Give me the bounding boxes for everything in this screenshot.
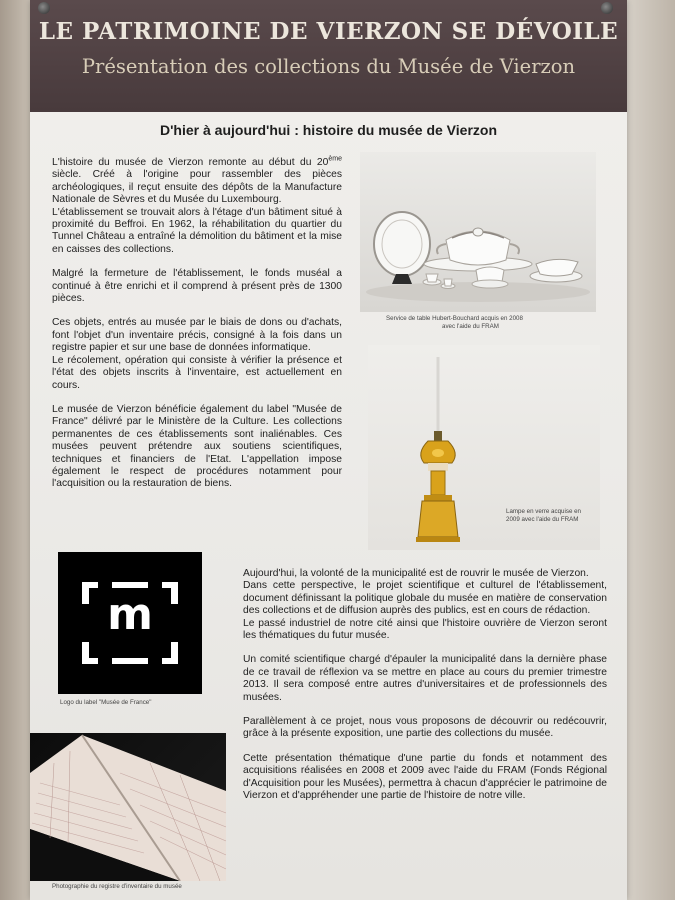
section-title: D'hier à aujourd'hui : histoire du musée de Vierzon bbox=[159, 122, 497, 138]
wall-left bbox=[0, 0, 30, 900]
paragraph: Malgré la fermeture de l'établissement, le fonds muséal a continué à être enrichi et il comprend à présent près de 1300 pièces. bbox=[52, 268, 342, 305]
text-span: Dans cette perspective, le projet scientifique et culturel de l'établissement, document définissant la politique globale du musée en matière de conservation des collections et de diffusion auprès des publics, est en cours de rédaction. bbox=[243, 580, 607, 617]
musee-de-france-logo bbox=[58, 552, 202, 694]
text-span: Ces objets, entrés au musée par le biais de dons ou d'achats, font l'objet d'un inventaire précis, consigné à la fois dans un registre papier et sur une base de données informatique. bbox=[52, 317, 342, 354]
text-span: L'histoire du musée de Vierzon remonte au début du 20 bbox=[52, 157, 329, 168]
paragraph: Cette présentation thématique d'une partie du fonds et notamment des acquisitions réalisées en 2008 et 2009 avec l'aide du FRAM (Fonds Régional d'Acquisition pour les Musées), permettra à chacun d'apprécier le patrimoine de Vierzon et d'appréhender une partie de l'histoire de notre ville. bbox=[243, 752, 607, 802]
register-photo bbox=[30, 733, 226, 881]
paragraph: Le musée de Vierzon bénéficie également du label "Musée de France" délivré par le Ministère de la Culture. Les collections permanentes de ces établissements sont inaliénables. Ces musées peuvent prétendre aux soutiens scientifiques, techniques et financiers de l'Etat. L'appellation impose également le respect de procédures notamment pour l'acquisition ou la restauration de biens. bbox=[52, 403, 342, 490]
tableware-photo bbox=[360, 152, 596, 312]
caption-line: Lampe en verre acquise en bbox=[506, 508, 581, 515]
exhibition-banner bbox=[30, 0, 627, 900]
left-column-text bbox=[52, 157, 342, 491]
right-column-text bbox=[243, 568, 607, 803]
logo-letter: m bbox=[107, 589, 153, 640]
paragraph bbox=[243, 568, 607, 642]
caption-line: avec l'aide du FRAM bbox=[442, 323, 499, 330]
banner-title: LE PATRIMOINE DE VIERZON SE DÉVOILE bbox=[38, 18, 619, 45]
text-span: Le passé industriel de notre cité ainsi que l'histoire ouvrière de Vierzon seront les thématiques du futur musée. bbox=[243, 617, 607, 642]
tableware-illustration bbox=[360, 152, 596, 312]
caption-line: 2009 avec l'aide du FRAM bbox=[506, 516, 579, 523]
lamp-caption bbox=[506, 508, 581, 524]
text-span: Le récolement, opération qui consiste à vérifier la présence et l'état des objets inscrits à l'inventaire, est actuellement en cours. bbox=[52, 354, 342, 391]
banner-subtitle: Présentation des collections du Musée de Vierzon bbox=[81, 55, 576, 78]
paragraph bbox=[52, 317, 342, 391]
tableware-caption bbox=[386, 315, 523, 331]
register-caption: Photographie du registre d'inventaire du musée bbox=[52, 883, 182, 890]
text-span: siècle. Créé à l'origine pour rassembler des pièces archéologiques, il reçut ensuite des dépôts de la Manufacture Nationale de Sèvres et du Musée du Luxembourg. bbox=[52, 169, 342, 206]
superscript: ème bbox=[328, 155, 342, 163]
register-illustration bbox=[30, 733, 226, 881]
paragraph: Un comité scientifique chargé d'épauler la municipalité dans la dernière phase de ce travail de réflexion va se mettre en place au cours du premier trimestre 2013. Il sera composé entre autres d'universitaires et de professionnels des musées. bbox=[243, 654, 607, 703]
grommet-icon bbox=[601, 2, 613, 14]
wall-right bbox=[627, 0, 675, 900]
text-span: Aujourd'hui, la volonté de la municipalité est de rouvrir le musée de Vierzon. bbox=[243, 568, 589, 579]
paragraph bbox=[52, 157, 342, 256]
text-span: L'établissement se trouvait alors à l'étage d'un bâtiment situé à proximité du Beffroi. En 1962, la réhabilitation du quartier du Tunnel Château a entraîné la démolition du bâtiment et la mise en caisses des collections. bbox=[52, 206, 342, 255]
caption-line: Service de table Hubert-Bouchard acquis en 2008 bbox=[386, 315, 523, 322]
banner-header bbox=[30, 0, 627, 112]
grommet-icon bbox=[38, 2, 50, 14]
logo-caption: Logo du label "Musée de France" bbox=[60, 699, 152, 706]
paragraph: Parallèlement à ce projet, nous vous proposons de découvrir ou redécouvrir, grâce à la présente exposition, une partie des collections du musée. bbox=[243, 716, 607, 740]
